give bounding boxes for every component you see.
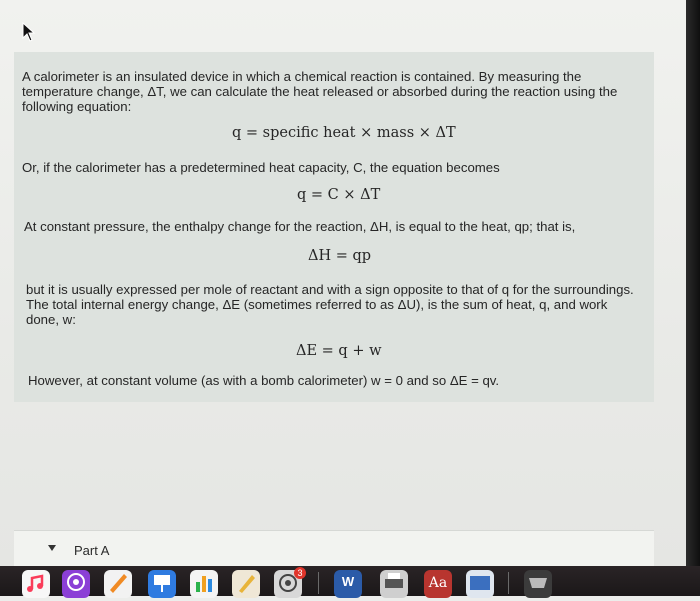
chatgpt-icon[interactable] bbox=[274, 570, 302, 598]
tray-icon[interactable] bbox=[524, 570, 552, 598]
intro-line-2: temperature change, ΔT, we can calculate the heat released or absorbed during the reaction using the bbox=[22, 84, 618, 99]
word-icon[interactable]: W bbox=[334, 570, 362, 598]
intro-line-3: following equation: bbox=[22, 99, 132, 114]
dock bbox=[0, 566, 700, 596]
podcasts-icon[interactable] bbox=[62, 570, 90, 598]
numbers-icon[interactable] bbox=[190, 570, 218, 598]
heat-capacity-equation: q = C × ΔT bbox=[297, 187, 381, 203]
part-a-header[interactable] bbox=[14, 530, 654, 567]
dock-separator bbox=[508, 572, 509, 594]
heat-equation: q = specific heat × mass × ΔT bbox=[232, 125, 456, 141]
notification-badge: 3 bbox=[294, 567, 306, 579]
music-icon[interactable] bbox=[22, 570, 50, 598]
internal-energy-line-2: The total internal energy change, ΔE (sometimes referred to as ΔU), is the sum of heat, q, and work bbox=[26, 297, 608, 312]
pages-icon[interactable] bbox=[104, 570, 132, 598]
dock-separator bbox=[318, 572, 319, 594]
bomb-calorimeter-text: However, at constant volume (as with a bomb calorimeter) w = 0 and so ΔE = qv. bbox=[28, 373, 500, 388]
dictionary-icon[interactable]: Aa bbox=[424, 570, 452, 598]
cursor-icon bbox=[22, 22, 36, 42]
chevron-down-icon bbox=[48, 545, 56, 551]
intro-line-1: A calorimeter is an insulated device in which a chemical reaction is contained. By measuring the bbox=[22, 69, 582, 84]
window-edge bbox=[686, 0, 700, 566]
heat-capacity-text: Or, if the calorimeter has a predetermined heat capacity, C, the equation becomes bbox=[22, 160, 500, 175]
pencil-app-icon[interactable] bbox=[232, 570, 260, 598]
enthalpy-text: At constant pressure, the enthalpy change for the reaction, ΔH, is equal to the heat, qp; that is, bbox=[24, 219, 576, 234]
enthalpy-equation: ΔH = qp bbox=[308, 248, 372, 264]
keynote-icon[interactable] bbox=[148, 570, 176, 598]
printer-icon[interactable] bbox=[380, 570, 408, 598]
internal-energy-equation: ΔE = q + w bbox=[296, 343, 382, 359]
problem-intro-panel bbox=[14, 52, 654, 402]
preview-icon[interactable] bbox=[466, 570, 494, 598]
internal-energy-line-1: but it is usually expressed per mole of reactant and with a sign opposite to that of q for the surroundings. bbox=[26, 282, 634, 297]
internal-energy-line-3: done, w: bbox=[26, 312, 76, 327]
part-a-label: Part A bbox=[74, 543, 110, 558]
